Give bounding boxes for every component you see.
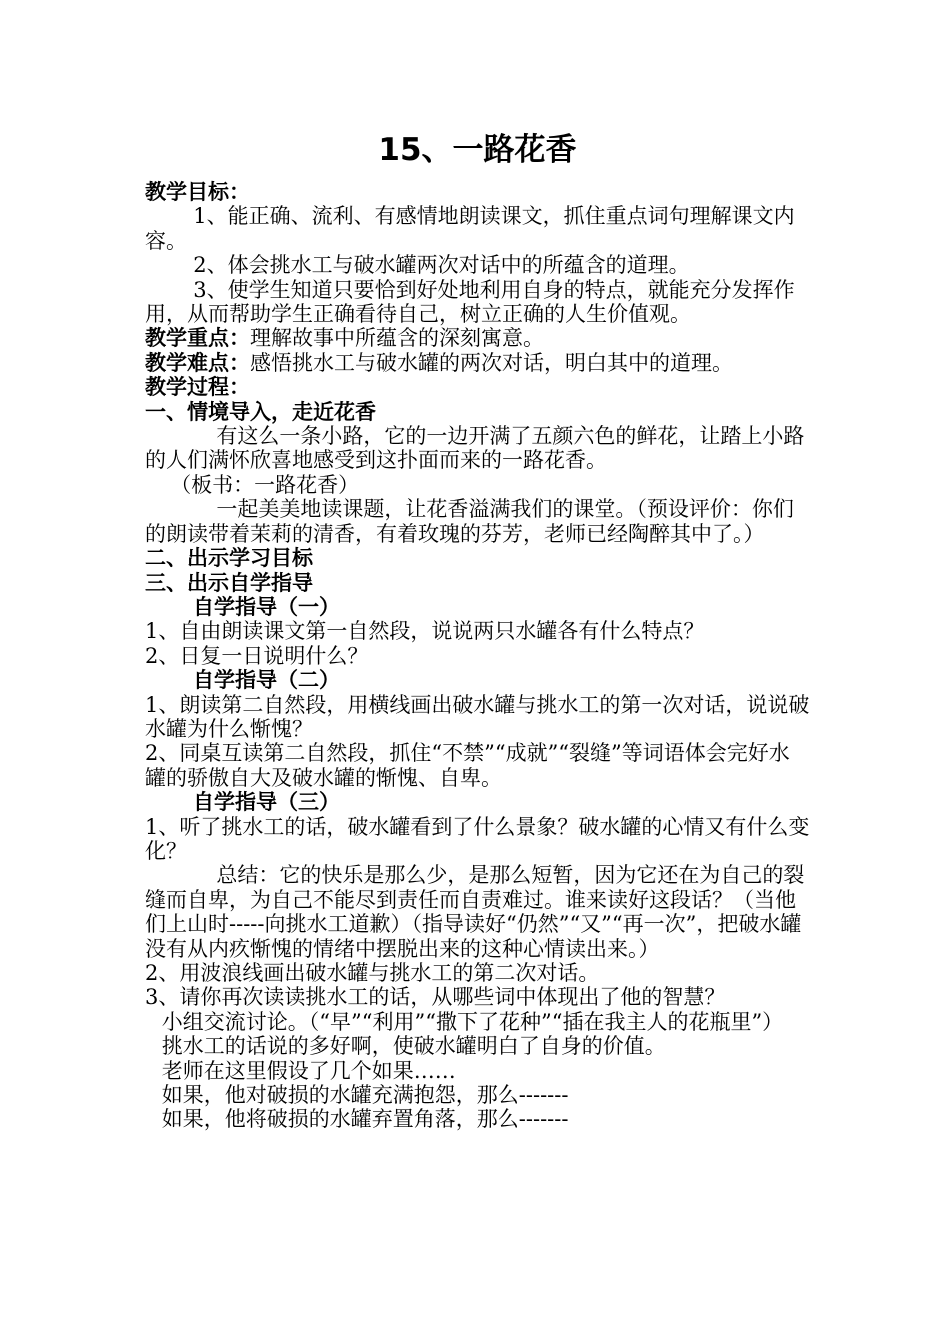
guide-2-item-2: 2、同桌互读第二自然段，抓住“不禁”“成就”“裂缝”等词语体会完好水罐的骄傲自大及破水罐的惭愧、自卑。 xyxy=(145,741,790,790)
key-point-text: 理解故事中所蕴含的深刻寓意。 xyxy=(250,326,544,351)
teacher-comment: 挑水工的话说的多好啊，使破水罐明白了自身的价值。 xyxy=(161,1034,666,1059)
section-2-heading: 二、出示学习目标 xyxy=(145,546,313,571)
guide-3-summary: 总结：它的快乐是那么少，是那么短暂，因为它还在为自己的裂缝而自卑，为自己不能尽到责任而自责难过。谁来读好这段话？（当他们上山时-----向挑水工道歉）（指导读好“仍然”“又”“再一次”，把破水罐没有从内疚惭愧的情绪中摆脱出来的这种心情读出来。） xyxy=(145,863,805,961)
guide-1-heading: 自学指导（一） xyxy=(193,594,340,619)
document-page xyxy=(145,128,810,1132)
section-1-paragraph-2: 一起美美地读课题，让花香溢满我们的课堂。（预设评价：你们的朗读带着茉莉的清香，有着玫瑰的芬芳，老师已经陶醉其中了。） xyxy=(145,497,794,546)
guide-3-item-3: 3、请你再次读读挑水工的话，从哪些词中体现出了他的智慧？ xyxy=(145,985,726,1010)
key-point-label: 教学重点： xyxy=(145,326,250,351)
difficulty-label: 教学难点： xyxy=(145,350,250,375)
guide-1-item-1: 1、自由朗读课文第一自然段，说说两只水罐各有什么特点？ xyxy=(145,619,705,644)
section-3-heading: 三、出示自学指导 xyxy=(145,570,313,595)
goal-item-1: 1、能正确、流利、有感情地朗读课文，抓住重点词句理解课文内容。 xyxy=(145,204,795,253)
guide-3-heading: 自学指导（三） xyxy=(193,790,340,815)
goal-item-3: 3、使学生知道只要恰到好处地利用自身的特点，就能充分发挥作用，从而帮助学生正确看待自己，树立正确的人生价值观。 xyxy=(145,277,795,327)
difficulty xyxy=(145,351,810,375)
guide-3-item-1: 1、听了挑水工的话，破水罐看到了什么景象？破水罐的心情又有什么变化？ xyxy=(145,814,810,863)
lesson-title: 15、一路花香 xyxy=(378,132,577,168)
process-heading: 教学过程： xyxy=(145,375,250,400)
section-1-heading: 一、情境导入，走近花香 xyxy=(145,399,376,424)
section-1-paragraph-1: 有这么一条小路，它的一边开满了五颜六色的鲜花，让踏上小路的人们满怀欣喜地感受到这扑面而来的一路花香。 xyxy=(145,424,805,473)
guide-2-heading: 自学指导（二） xyxy=(193,668,340,693)
key-point xyxy=(145,326,810,350)
discussion-note: 小组交流讨论。（“早”“利用”“撒下了花种”“插在我主人的花瓶里”） xyxy=(161,1009,784,1034)
guide-2-item-1: 1、朗读第二自然段，用横线画出破水罐与挑水工的第一次对话，说说破水罐为什么惭愧？ xyxy=(145,692,810,741)
goal-item-2: 2、体会挑水工与破水罐两次对话中的所蕴含的道理。 xyxy=(193,253,690,278)
guide-3-item-2: 2、用波浪线画出破水罐与挑水工的第二次对话。 xyxy=(145,961,600,985)
suppose-if-2: 如果，他将破损的水罐弃置角落，那么------- xyxy=(161,1107,569,1132)
suppose-if-1: 如果，他对破损的水罐充满抱怨，那么------- xyxy=(161,1083,569,1108)
suppose-intro: 老师在这里假设了几个如果…… xyxy=(161,1058,456,1083)
blackboard-note: （板书：一路花香） xyxy=(170,472,360,497)
guide-1-item-2: 2、日复一日说明什么？ xyxy=(145,643,369,668)
goals-heading: 教学目标： xyxy=(145,180,250,204)
difficulty-text: 感悟挑水工与破水罐的两次对话，明白其中的道理。 xyxy=(250,350,733,375)
